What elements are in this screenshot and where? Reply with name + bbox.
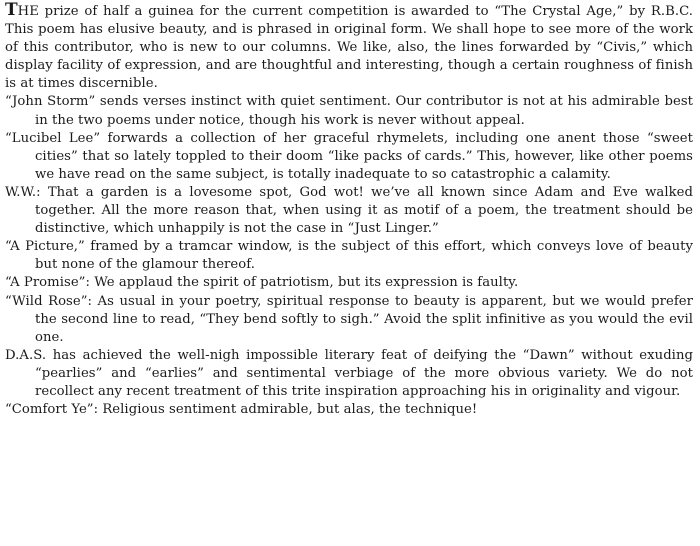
- drop-initial: T: [5, 0, 18, 20]
- note-lucibel-lee: “Lucibel Lee” forwards a collection of her graceful rhymelets, including one anent those “sweet cities” that so lately toppled to their doom “like packs of cards.” This, however, like other poems we have read on the same subject, is totally inadequate to so catastrophic a calamity.: [5, 130, 693, 182]
- note-wild-rose: “Wild Rose”: As usual in your poetry, spiritual response to beauty is apparent, but we would prefer the second line to read, “They bend softly to sigh.” Avoid the split infinitive as you would the evil one.: [5, 293, 693, 345]
- note-ww: W.W.: That a garden is a lovesome spot, God wot! we’ve all known since Adam and Eve walked together. All the more reason that, when using it as motif of a poem, the treatment should be distinctive, which unhappily is not the case in “Just Linger.”: [5, 184, 693, 237]
- prize-award-paragraph: [5, 0, 693, 93]
- note-a-picture: “A Picture,” framed by a tramcar window, is the subject of this effort, which conveys love of beauty but none of the glamour thereof.: [5, 239, 693, 273]
- note-das: D.A.S. has achieved the well-nigh impossible literary feat of deifying the “Dawn” without exuding “pearlies” and “earlies” and sentimental verbiage of the more obvious variety. We do not recollect any recent treatment of this trite inspiration approaching his in originality and vigour.: [5, 347, 693, 399]
- opening-small-caps: HE: [17, 4, 39, 19]
- note-a-promise: “A Promise”: We applaud the spirit of patriotism, but its expression is faulty.: [5, 275, 519, 291]
- note-john-storm: “John Storm” sends verses instinct with quiet sentiment. Our contributor is not at his admirable best in the two poems under notice, though his work is never without appeal.: [5, 94, 693, 128]
- editorial-notes-column: [5, 0, 693, 419]
- prize-award-text: prize of half a guinea for the current competition is awarded to “The Crystal Age,” by R.B.C. This poem has elusive beauty, and is phrased in original form. We shall hope to see more of the work of this contributor, who is new to our columns. We like, also, the lines forwarded by “Civis,” which display facility of expression, and are thoughtful and interesting, though a certain roughness of finish is at times discernible.: [5, 4, 693, 92]
- note-comfort-ye: “Comfort Ye”: Religious sentiment admirable, but alas, the technique!: [5, 402, 478, 418]
